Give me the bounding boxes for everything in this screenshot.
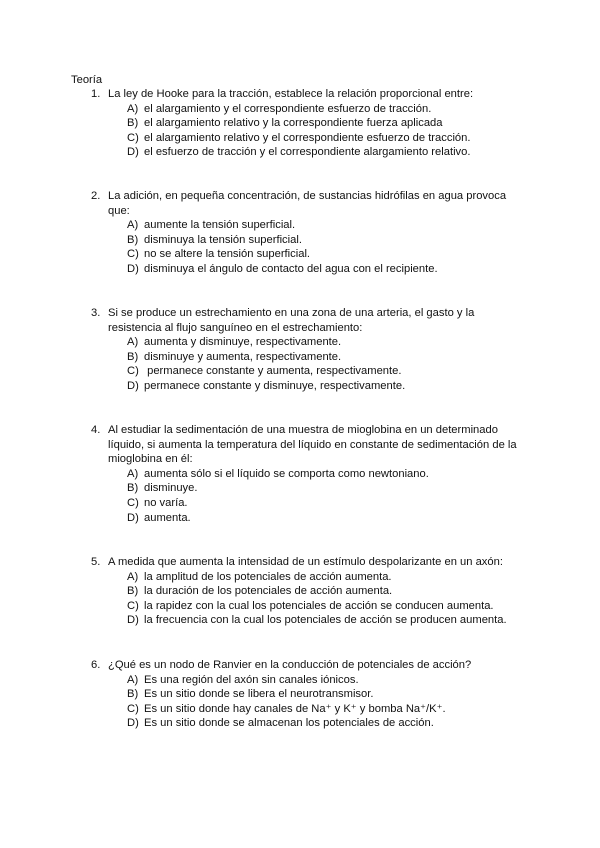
options-list [127, 102, 547, 160]
option-b [127, 481, 547, 496]
option-text: aumenta sólo si el líquido se comporta como newtoniano. [144, 467, 429, 480]
question-number: 3. [91, 307, 101, 319]
question-number: 2. [91, 190, 101, 202]
option-text: disminuye. [144, 482, 198, 495]
options-list [127, 218, 547, 276]
option-text: el esfuerzo de tracción y el correspondiente alargamiento relativo. [144, 146, 471, 159]
question-text: La adición, en pequeña concentración, de sustancias hidrófilas en agua provoca que: [108, 190, 507, 217]
options-list [127, 673, 547, 731]
option-b [127, 584, 547, 599]
option-text: Es un sitio donde se libera el neurotransmisor. [144, 688, 374, 701]
option-text: la amplitud de los potenciales de acción aumenta. [144, 570, 392, 583]
option-b [127, 233, 547, 248]
option-letter: B) [127, 688, 139, 701]
option-letter: D) [127, 511, 139, 524]
option-text: no se altere la tensión superficial. [144, 248, 311, 261]
section-title: Teoría [71, 74, 103, 86]
option-text: la rapidez con la cual los potenciales de acción se conducen aumenta. [144, 599, 494, 612]
option-letter: A) [127, 673, 139, 686]
option-a [127, 673, 547, 688]
option-text: aumente la tensión superficial. [144, 219, 296, 232]
option-text: disminuye y aumenta, respectivamente. [144, 350, 342, 363]
option-text: disminuya la tensión superficial. [144, 233, 302, 246]
option-c [127, 599, 547, 614]
option-letter: D) [127, 262, 139, 275]
option-letter: B) [127, 482, 139, 495]
option-letter: D) [127, 717, 139, 730]
option-d [127, 613, 547, 628]
option-b [127, 350, 547, 365]
option-d [127, 379, 547, 394]
option-letter: D) [127, 146, 139, 159]
question-text: La ley de Hooke para la tracción, establece la relación proporcional entre: [108, 88, 474, 100]
options-list [127, 335, 547, 393]
option-text: el alargamiento relativo y la correspondiente fuerza aplicada [144, 117, 443, 130]
option-letter: C) [127, 599, 139, 612]
option-text: la frecuencia con la cual los potenciales de acción se producen aumenta. [144, 614, 507, 627]
option-text: Es una región del axón sin canales iónicos. [144, 673, 359, 686]
option-a [127, 467, 547, 482]
option-a [127, 570, 547, 585]
option-text: aumenta y disminuye, respectivamente. [144, 336, 342, 349]
option-text: aumenta. [144, 511, 191, 524]
option-text: el alargamiento relativo y el correspondiente esfuerzo de tracción. [144, 131, 471, 144]
option-letter: B) [127, 117, 139, 130]
option-text: disminuya el ángulo de contacto del agua con el recipiente. [144, 262, 438, 275]
option-letter: A) [127, 570, 139, 583]
option-c [127, 702, 547, 717]
option-a [127, 102, 547, 117]
option-letter: C) [127, 702, 139, 715]
question-text: Si se produce un estrechamiento en una zona de una arteria, el gasto y la resistencia al flujo sanguíneo en el estrechamiento: [108, 307, 475, 334]
option-text: permanece constante y aumenta, respectivamente. [144, 365, 402, 378]
option-letter: B) [127, 350, 139, 363]
option-letter: C) [127, 496, 139, 509]
option-letter: C) [127, 248, 139, 261]
option-text: permanece constante y disminuye, respectivamente. [144, 379, 406, 392]
option-d [127, 716, 547, 731]
option-text: el alargamiento y el correspondiente esfuerzo de tracción. [144, 102, 432, 115]
option-text: no varía. [144, 496, 188, 509]
option-c [127, 131, 547, 146]
option-letter: A) [127, 467, 139, 480]
question-text: ¿Qué es un nodo de Ranvier en la conducción de potenciales de acción? [108, 659, 472, 671]
option-letter: C) [127, 131, 139, 144]
question-text: Al estudiar la sedimentación de una muestra de mioglobina en un determinado líquido, si aumenta la temperatura del líquido en constante de sedimentación de la mioglobina en él: [108, 424, 517, 466]
option-d [127, 145, 547, 160]
option-letter: A) [127, 336, 139, 349]
option-d [127, 262, 547, 277]
question-number: 6. [91, 659, 101, 671]
option-letter: A) [127, 102, 139, 115]
option-c [127, 496, 547, 511]
options-list [127, 570, 547, 628]
option-text: Es un sitio donde se almacenan los potenciales de acción. [144, 717, 434, 730]
option-letter: B) [127, 233, 139, 246]
option-text: la duración de los potenciales de acción aumenta. [144, 585, 393, 598]
option-a [127, 218, 547, 233]
option-c [127, 247, 547, 262]
options-list [127, 467, 547, 525]
question-text: A medida que aumenta la intensidad de un estímulo despolarizante en un axón: [108, 556, 503, 568]
option-b [127, 687, 547, 702]
option-d [127, 511, 547, 526]
option-b [127, 116, 547, 131]
option-c [127, 364, 547, 379]
question-number: 1. [91, 88, 101, 100]
question-number: 5. [91, 556, 101, 568]
option-letter: D) [127, 614, 139, 627]
option-letter: A) [127, 219, 139, 232]
question-number: 4. [91, 424, 101, 436]
option-text: Es un sitio donde hay canales de Na⁺ y K⁺ y bomba Na⁺/K⁺. [144, 702, 446, 715]
option-letter: D) [127, 379, 139, 392]
option-letter: B) [127, 585, 139, 598]
option-a [127, 335, 547, 350]
option-letter: C) [127, 365, 139, 378]
